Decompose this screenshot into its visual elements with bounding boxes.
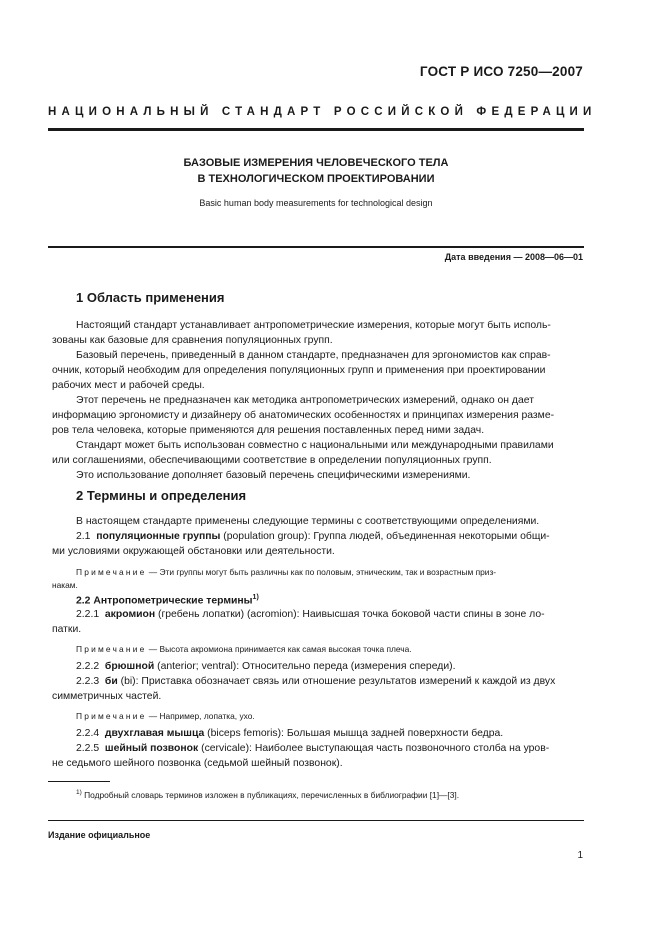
title-line-2: В ТЕХНОЛОГИЧЕСКОМ ПРОЕКТИРОВАНИИ xyxy=(197,173,435,185)
section-1-line: Это использование дополняет базовый перечень специфическими измерениями. xyxy=(76,470,471,481)
term-2-1 xyxy=(76,531,608,542)
section-1-line: информацию эргономисту и дизайнеру об анатомических особенностях и принципах измерения разме- xyxy=(52,410,555,421)
top-rule xyxy=(48,128,584,131)
note-1 xyxy=(76,566,584,579)
term-name: популяционные группы xyxy=(96,531,221,542)
section-1-line: Базовый перечень, приведенный в данном стандарте, предназначен для эргономистов как справ- xyxy=(76,350,551,361)
term-definition: (bi): Приставка обозначает связь или отношение результатов измерений к каждой из двух xyxy=(117,676,556,687)
edition-label: Издание официальное xyxy=(48,830,151,840)
term-number: 2.2.1 xyxy=(76,609,100,620)
term-2-1-continued: ми условиями окружающей обстановки или деятельности. xyxy=(52,546,335,557)
note-label: Примечание xyxy=(76,644,147,654)
footnote-rule xyxy=(48,781,110,782)
bottom-rule xyxy=(48,820,584,821)
english-title: Basic human body measurements for technological design xyxy=(199,198,433,208)
note-3 xyxy=(76,710,584,723)
term-number: 2.2.4 xyxy=(76,728,100,739)
term-name: акромион xyxy=(104,609,156,620)
section-1-line: рабочих мест и рабочей среды. xyxy=(52,380,205,391)
document-title xyxy=(48,155,584,187)
term-name: двухглавая мышца xyxy=(104,728,205,739)
term-2-2-1 xyxy=(76,609,608,620)
term-2-2-3-continued: симметричных частей. xyxy=(52,691,162,702)
term-2-2-5 xyxy=(76,743,608,754)
section-2-intro: В настоящем стандарте применены следующие термины с соответствующими определениями. xyxy=(76,516,540,527)
footnote-ref: 1) xyxy=(252,594,259,601)
term-definition: (biceps femoris): Большая мышца задней поверхности бедра. xyxy=(204,728,504,739)
term-2-2 xyxy=(76,594,608,606)
page-number: 1 xyxy=(577,850,583,861)
term-2-2-4 xyxy=(76,728,608,739)
section-1-line: зованы как базовые для сравнения популяционных групп. xyxy=(52,335,333,346)
term-definition: (cervicale): Наиболее выступающая часть позвоночного столба на уров- xyxy=(198,743,550,754)
term-heading: 2.2 Антропометрические термины xyxy=(76,595,253,607)
term-name: брюшной xyxy=(104,661,155,672)
term-2-2-3 xyxy=(76,676,608,687)
footnote-text: Подробный словарь терминов изложен в публикациях, перечисленных в библиографии [1]—[3]. xyxy=(81,789,460,800)
note-text: — Эти группы могут быть различны как по половым, этническим, так и возрастным приз- xyxy=(146,567,497,577)
standard-number: ГОСТ Р ИСО 7250—2007 xyxy=(419,64,583,79)
section-1-line: Этот перечень не предназначен как методика антропометрических измерений, однако он дает xyxy=(76,395,534,406)
term-number: 2.2.2 xyxy=(76,661,100,672)
term-name: шейный позвонок xyxy=(104,743,199,754)
section-1-line: Стандарт может быть использован совместно с национальными или международными правилами xyxy=(76,440,554,451)
term-2-2-1-continued: патки. xyxy=(52,624,82,635)
term-definition: (anterior; ventral): Относительно переда (измерения спереди). xyxy=(154,661,456,672)
note-2 xyxy=(76,643,584,656)
term-name: би xyxy=(104,676,118,687)
title-line-1: БАЗОВЫЕ ИЗМЕРЕНИЯ ЧЕЛОВЕЧЕСКОГО ТЕЛА xyxy=(183,157,449,169)
section-1-line: Настоящий стандарт устанавливает антропометрические измерения, которые могут быть исполь- xyxy=(76,320,551,331)
footnote-mark: 1) xyxy=(76,789,82,796)
middle-rule xyxy=(48,246,584,248)
term-number: 2.2.3 xyxy=(76,676,100,687)
term-2-2-5-continued: не седьмого шейного позвонка (седьмой шейный позвонок). xyxy=(52,758,343,769)
term-definition: (population group): Группа людей, объединенная некоторыми общи- xyxy=(220,531,550,542)
term-number: 2.1 xyxy=(76,531,91,542)
note-label: Примечание xyxy=(76,567,147,577)
section-2-heading: 2 Термины и определения xyxy=(76,488,247,503)
section-1-line: ров тела человека, которые применяются для решения поставленных перед ними задач. xyxy=(52,425,485,436)
note-1-continued: накам. xyxy=(52,580,78,590)
section-1-line: очник, который необходим для определения популяционных групп и применения при проектировании xyxy=(52,365,546,376)
footnote xyxy=(76,789,459,800)
term-number: 2.2.5 xyxy=(76,743,100,754)
national-standard-banner: НАЦИОНАЛЬНЫЙ СТАНДАРТ РОССИЙСКОЙ ФЕДЕРАЦИИ xyxy=(48,106,597,118)
note-label: Примечание xyxy=(76,711,147,721)
introduction-date: Дата введения — 2008—06—01 xyxy=(444,252,583,262)
note-text: — Высота акромиона принимается как самая высокая точка плеча. xyxy=(146,644,412,654)
term-definition: (гребень лопатки) (acromion): Наивысшая точка боковой части спины в зоне ло- xyxy=(155,609,545,620)
section-1-heading: 1 Область применения xyxy=(76,290,225,305)
note-text: — Например, лопатка, ухо. xyxy=(146,711,255,721)
term-2-2-2 xyxy=(76,661,608,672)
section-1-line: или соглашениями, обеспечивающими соответствие в определении популяционных групп. xyxy=(52,455,492,466)
